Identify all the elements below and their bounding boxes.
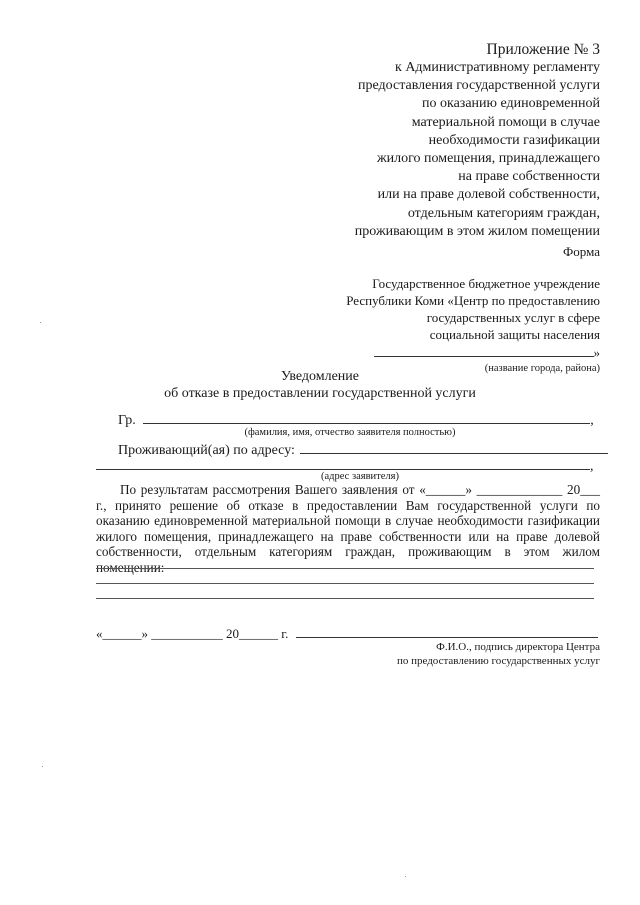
appendix-line: необходимости газификации xyxy=(428,132,600,148)
institution-line: государственных услуг в сфере xyxy=(426,310,600,325)
citizen-prefix: Гр. xyxy=(118,413,136,428)
signature-caption xyxy=(300,641,600,668)
scan-speck xyxy=(405,876,406,877)
institution-block xyxy=(320,275,600,375)
appendix-line: по оказанию единовременной xyxy=(422,96,600,112)
city-underline xyxy=(374,345,594,357)
address-comma: , xyxy=(590,459,594,474)
appendix-line: на праве собственности xyxy=(458,169,600,185)
notice-subtitle: об отказе в предоставлении государственной услуги xyxy=(164,386,476,401)
form-label: Форма xyxy=(563,244,600,259)
city-caption: (название города, района) xyxy=(484,363,600,374)
address-label: Проживающий(ая) по адресу: xyxy=(118,443,295,458)
appendix-line: жилого помещения, принадлежащего xyxy=(376,151,600,167)
appendix-title: Приложение № 3 xyxy=(486,41,600,58)
institution-line: Республики Коми «Центр по предоставлению xyxy=(346,293,600,308)
reason-line[interactable] xyxy=(96,568,594,569)
signature-caption-line: по предоставлению государственных услуг xyxy=(396,654,600,667)
citizen-name-field[interactable] xyxy=(143,411,590,424)
address-caption: (адрес заявителя) xyxy=(321,471,399,482)
citizen-comma: , xyxy=(590,413,594,428)
appendix-line: материальной помощи в случае xyxy=(411,114,600,130)
scan-speck xyxy=(42,766,43,767)
city-field[interactable] xyxy=(320,344,600,361)
scan-speck xyxy=(40,322,41,323)
signature-field[interactable] xyxy=(296,637,598,638)
reason-line[interactable] xyxy=(96,598,594,599)
institution-line: социальной защиты населения xyxy=(429,327,600,342)
institution-line: Государственное бюджетное учреждение xyxy=(372,276,600,291)
signature-date: «______» ___________ 20______ г. xyxy=(96,626,289,641)
notice-heading xyxy=(0,368,640,402)
address-field-continued[interactable] xyxy=(96,457,590,470)
appendix-line: проживающим в этом жилом помещении xyxy=(354,223,600,239)
address-field[interactable] xyxy=(300,441,608,454)
appendix-line: к Административному регламенту xyxy=(395,60,600,75)
notice-title: Уведомление xyxy=(280,369,359,384)
signature-caption-line: Ф.И.О., подпись директора Центра xyxy=(436,641,600,653)
citizen-caption: (фамилия, имя, отчество заявителя полностью) xyxy=(244,427,456,438)
reason-line[interactable] xyxy=(96,583,594,584)
appendix-header xyxy=(310,40,600,241)
appendix-line: отдельным категориям граждан, xyxy=(407,205,600,221)
city-close-quote: » xyxy=(593,345,600,360)
appendix-line: предоставления государственной услуги xyxy=(358,78,600,94)
decision-paragraph: По результатам рассмотрения Вашего заявления от «______» _____________ 20___ г., принято решение об отказе в предоставлении Вам государственной услуги по оказанию единовременной материальной помощи в случае необходимости газификации жилого помещения, принадлежащего на праве собственности или на праве долевой собственности, отдельным категориям граждан, проживающим в этом жилом помещении: xyxy=(96,482,600,575)
appendix-line: или на праве долевой собственности, xyxy=(377,187,600,203)
